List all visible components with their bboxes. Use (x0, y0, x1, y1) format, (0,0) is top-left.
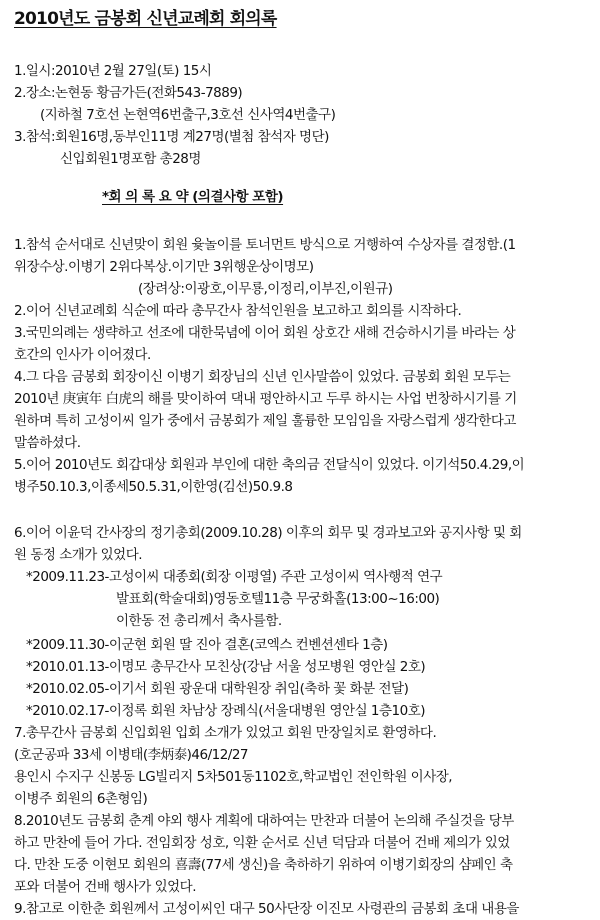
item-4-line-3: 원하며 특히 고성이씨 일가 중에서 금봉회가 제일 훌륭한 모임임을 자랑스럽게 생각한다고 (14, 413, 516, 429)
news-2009-11-23: *2009.11.23-고성이씨 대종회(회장 이평열) 주관 고성이씨 역사행적 연구 (26, 569, 443, 585)
news-2010-02-17: *2010.02.17-이정록 회원 차남상 장례식(서울대병원 영안실 1층10호) (26, 703, 426, 719)
news-2009-11-23-speech: 이한동 전 총리께서 축사를함. (116, 613, 282, 629)
item-4-line-4: 말씀하셨다. (14, 435, 81, 451)
news-2009-11-30: *2009.11.30-이군현 회원 딸 진아 결혼(코엑스 컨벤션센타 1층) (26, 637, 388, 653)
item-8-line-2: 하고 만찬에 들어 가다. 전임회장 성호, 익환 순서로 신년 덕담과 더불어 건배 제의가 있었 (14, 835, 510, 851)
item-8-line-1: 8.2010년도 금봉회 춘계 야외 행사 계획에 대하여는 만찬과 더불어 논의해 주실것을 당부 (14, 813, 514, 829)
document-title: 2010년도 금봉회 신년교례회 회의록 (14, 9, 277, 29)
item-7-member-address: 용인시 수지구 신봉동 LG빌리지 5차501동1102호,학교법인 전인학원 이사장, (14, 769, 453, 785)
item-7-member-lineage: (호군공파 33세 이병태(李炳泰)46/12/27 (14, 747, 249, 763)
news-2010-01-13: *2010.01.13-이명모 총무간사 모친상(강남 서울 성모병원 영안실 2호) (26, 659, 426, 675)
item-4-line-1: 4.그 다음 금봉회 회장이신 이병기 회장님의 신년 인사말씀이 있었다. 금봉회 회원 모두는 (14, 369, 511, 385)
item-4-line-2: 2010년 庚寅年 白虎의 해를 맞이하여 댁내 평안하시고 두루 하시는 사업 번창하시기를 기 (14, 391, 517, 407)
attendance: 3.참석:회원16명,동부인11명 계27명(별첨 참석자 명단) (14, 129, 329, 145)
item-7: 7.총무간사 금봉회 신입회원 입회 소개가 있었고 회원 만장일치로 환영하다. (14, 725, 437, 741)
item-5-line-2: 병주50.10.3,이종세50.5.31,이한영(김선)50.9.8 (14, 479, 293, 495)
item-7-member-relation: 이병주 회원의 6촌형임) (14, 791, 148, 807)
item-6-line-2: 원 동정 소개가 있었다. (14, 547, 143, 563)
item-6-line-1: 6.이어 이윤덕 간사장의 정기총회(2009.10.28) 이후의 회무 및 경과보고와 공지사항 및 회 (14, 525, 522, 541)
item-1-encouragement: (장려상:이광호,이무룡,이정리,이부진,이원규) (138, 281, 393, 297)
meeting-date: 1.일시:2010년 2월 27일(토) 15시 (14, 63, 212, 79)
attendance-total: 신입회원1명포함 총28명 (60, 151, 201, 167)
item-1-line-2: 위장수상.이병기 2위다복상.이기만 3위행운상이명모) (14, 259, 314, 275)
item-9-line-1: 9.참고로 이한춘 회원께서 고성이씨인 대구 50사단장 이진모 사령관의 금봉회 초대 내용을 (14, 901, 519, 917)
item-8-line-3: 다. 만찬 도중 이현모 회원의 喜壽(77세 생신)을 축하하기 위하여 이병기회장의 샴페인 축 (14, 857, 513, 873)
summary-heading: *회 의 록 요 약 (의결사항 포함) (102, 189, 284, 205)
item-5-line-1: 5.이어 2010년도 회갑대상 회원과 부인에 대한 축의금 전달식이 있었다. 이기석50.4.29,이 (14, 457, 525, 473)
item-3-line-1: 3.국민의례는 생략하고 선조에 대한묵념에 이어 회원 상호간 새해 건승하시기를 바라는 상 (14, 325, 516, 341)
item-3-line-2: 호간의 인사가 이어졌다. (14, 347, 151, 363)
item-1-line-1: 1.참석 순서대로 신년맞이 회원 윷놀이를 토너먼트 방식으로 거행하여 수상자를 결정함.(1 (14, 237, 516, 253)
meeting-place: 2.장소:논현동 황금가든(전화543-7889) (14, 85, 243, 101)
item-2: 2.이어 신년교례회 식순에 따라 총무간사 참석인원을 보고하고 회의를 시작하다. (14, 303, 462, 319)
item-8-line-4: 포와 더불어 건배 행사가 있었다. (14, 879, 196, 895)
meeting-directions: (지하철 7호선 논현역6번출구,3호선 신사역4번출구) (40, 107, 336, 123)
news-2010-02-05: *2010.02.05-이기서 회원 광운대 대학원장 취임(축하 꽃 화분 전달) (26, 681, 409, 697)
news-2009-11-23-venue: 발표회(학술대회)영동호텔11층 무궁화홀(13:00~16:00) (116, 591, 440, 607)
